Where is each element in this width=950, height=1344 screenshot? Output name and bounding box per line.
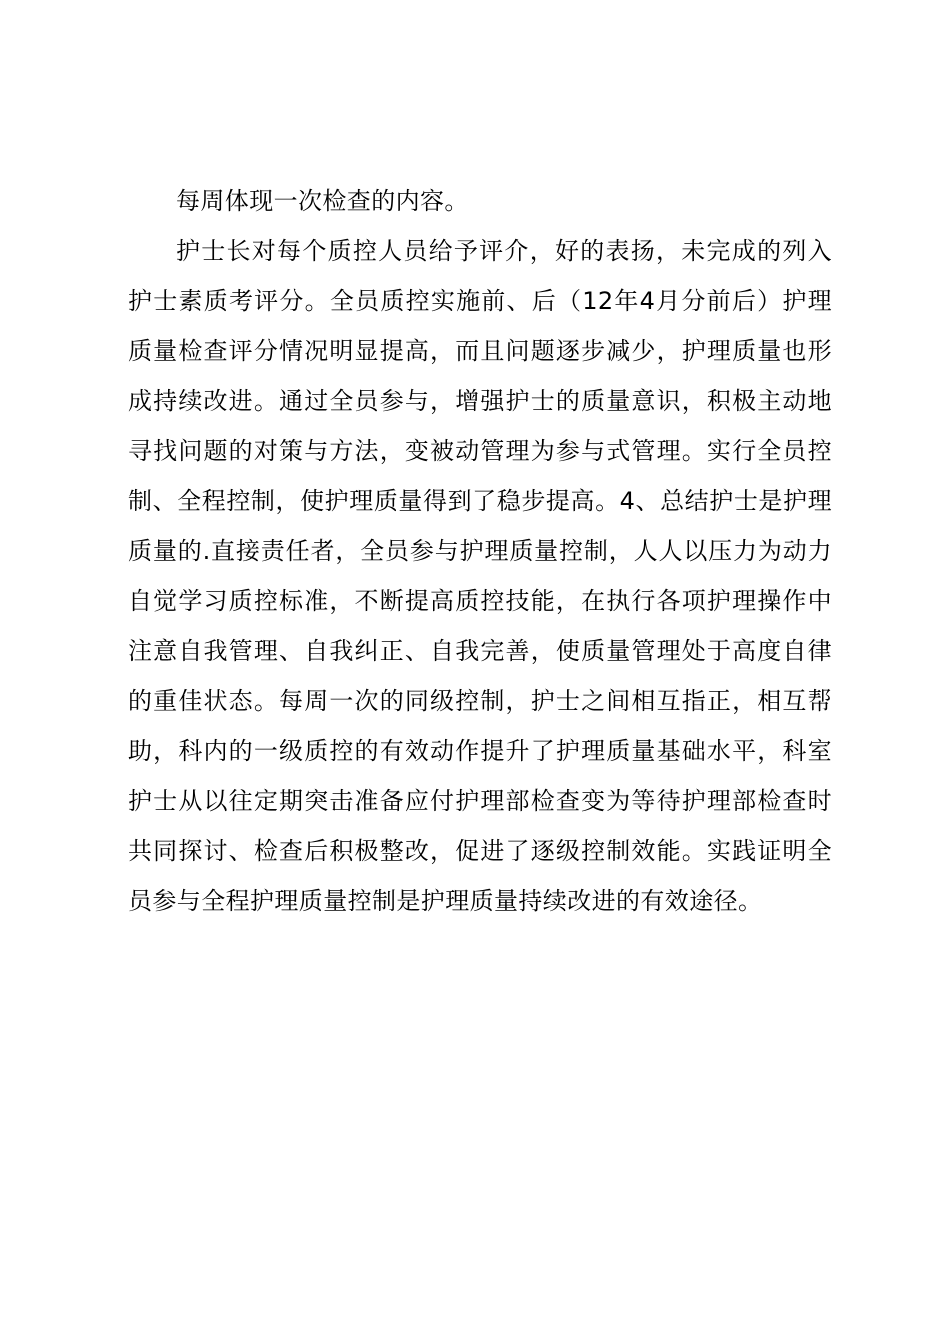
paragraph-1: 每周体现一次检查的内容。 [176,187,469,215]
paragraph-2: 护士长对每个质控人员给予评介，好的表扬，未完成的列入护士素质考评分。全员质控实施前、后（12年4月分前后）护理质量检查评分情况明显提高，而且问题逐步减少，护理质量也形成持续改进。通过全员参与，增强护士的质量意识，积极主动地寻找问题的对策与方法，变被动管理为参与式管理。实行全员控制、全程控制，使护理质量得到了稳步提高。4、总结护士是护理质量的.直接责任者，全员参与护理质量控制，人人以压力为动力自觉学习质控标准，不断提高质控技能，在执行各项护理操作中注意自我管理、自我纠正、自我完善，使质量管理处于高度自律的重佳状态。每周一次的同级控制，护士之间相互指正，相互帮助，科内的一级质控的有效动作提升了护理质量基础水平，科室护士从以往定期突击准备应付护理部检查变为等待护理部检查时共同探讨、检查后积极整改，促进了逐级控制效能。实践证明全员参与全程护理质量控制是护理质量持续改进的有效途径。 [128,237,832,915]
document-body [128,176,832,926]
